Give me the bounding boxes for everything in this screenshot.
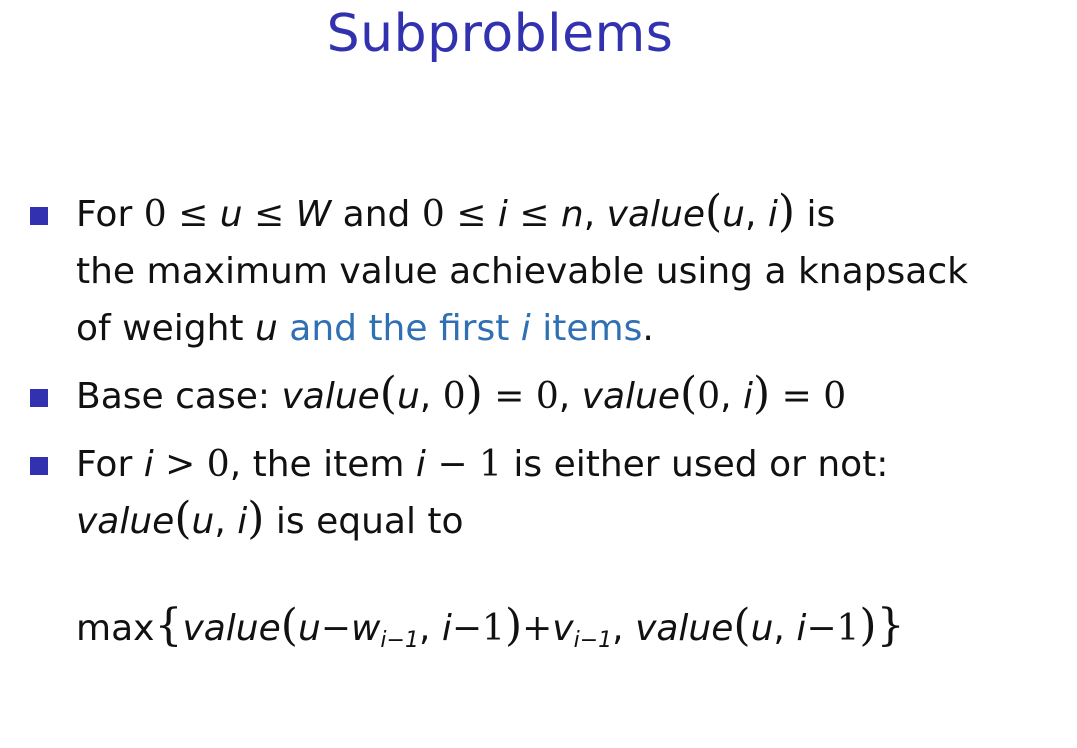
bullet-line: value(u, i) is equal to [76, 493, 464, 544]
bullet-marker-icon [30, 389, 48, 407]
highlight-text: and the first i items [289, 308, 643, 349]
bullet-line: Base case: value(u, 0) = 0, value(0, i) = 0 [76, 368, 847, 419]
bullet-list [26, 186, 1066, 669]
slide-title: Subproblems [326, 4, 674, 64]
bullet-item-recurrence [26, 436, 1066, 669]
bullet-marker-icon [30, 457, 48, 475]
bullet-item-definition [26, 186, 1066, 357]
bullet-line: For 0 ≤ u ≤ W and 0 ≤ i ≤ n, value(u, i) is [76, 186, 836, 237]
bullet-marker-icon [30, 207, 48, 225]
bullet-line: of weight u and the first i items. [76, 308, 654, 349]
bullet-line: the maximum value achievable using a knapsack [76, 251, 968, 292]
bullet-item-base-case [26, 368, 1066, 425]
recurrence-formula: $\max\{value(u-w_{i-1}$, $i-1)+v_{i-1}$, value(u, i−1)} [76, 600, 905, 653]
bullet-line: For i > 0, the item i − 1 is either used or not: [76, 444, 889, 485]
